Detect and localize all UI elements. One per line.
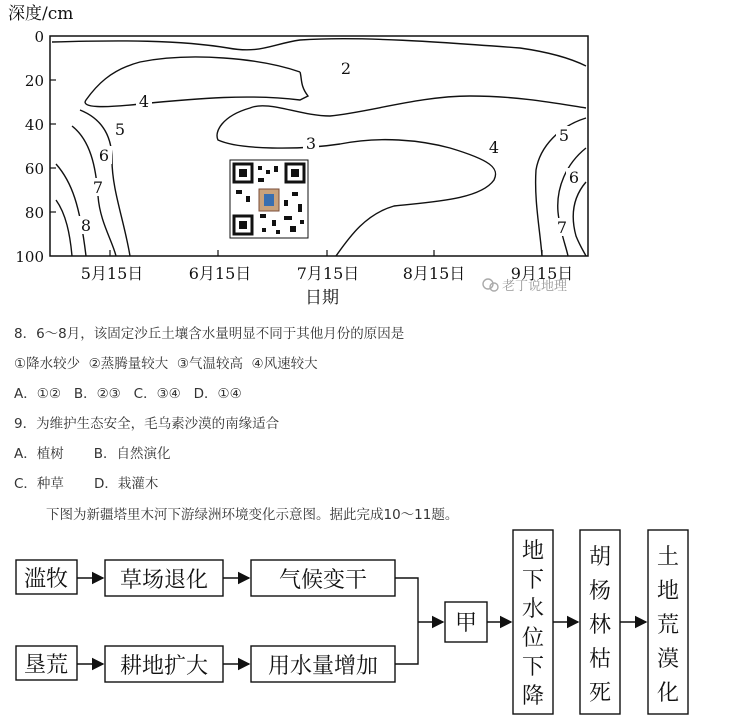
label-groundwater-char: 水: [521, 597, 545, 622]
label-overgrazing: 滥牧: [23, 567, 69, 592]
contour-label: 7: [92, 178, 104, 197]
contour-label: 5: [114, 120, 126, 139]
x-tick: 5月15日: [80, 264, 144, 283]
label-desert-char: 土: [656, 545, 680, 570]
contour-label: 4: [138, 92, 150, 111]
contour-chart: [0, 0, 730, 320]
y-tick: 40: [24, 116, 44, 134]
label-desert-char: 地: [656, 579, 680, 604]
y-tick: 100: [15, 248, 44, 266]
label-groundwater-char: 位: [521, 626, 545, 651]
label-groundwater-char: 下: [521, 655, 545, 680]
x-axis-title: 日期: [305, 288, 339, 308]
qr-code-image: [230, 160, 308, 238]
label-reclaim: 垦荒: [23, 653, 69, 678]
watermark: [483, 278, 567, 294]
label-populus-char: 林: [588, 613, 612, 638]
contour-label: 8: [80, 216, 92, 235]
label-groundwater-char: 降: [521, 684, 545, 709]
question-8-items: ①降水较少 ②蒸腾量较大 ③气温较高 ④风速较大: [14, 356, 318, 372]
contour-label: 6: [568, 168, 580, 187]
label-desert-char: 漠: [656, 647, 680, 672]
y-tick: 0: [34, 28, 44, 46]
y-tick: 80: [24, 204, 44, 222]
flowchart-intro: 下图为新疆塔里木河下游绿洲环境变化示意图。据此完成10～11题。: [46, 507, 459, 523]
label-populus-char: 死: [588, 681, 612, 706]
contour-label: 4: [488, 138, 500, 157]
contour-label: 5: [558, 126, 570, 145]
label-groundwater-char: 下: [521, 568, 545, 593]
label-jia: 甲: [454, 611, 478, 636]
label-groundwater-char: 地: [521, 539, 545, 564]
label-desert-char: 化: [656, 681, 680, 706]
x-tick: 7月15日: [296, 264, 360, 283]
contour-label: 6: [98, 146, 110, 165]
question-8-options: A．①② B．②③ C．③④ D．①④: [14, 386, 242, 402]
question-9-options-ab: A．植树 B．自然演化: [14, 446, 171, 462]
label-farmland-expand: 耕地扩大: [119, 654, 209, 679]
x-tick: 9月15日: [510, 264, 574, 283]
flowchart: [0, 524, 730, 724]
label-climate-dry: 气候变干: [278, 568, 368, 593]
label-desert-char: 荒: [656, 613, 680, 638]
question-9: 9．为维护生态安全，毛乌素沙漠的南缘适合: [14, 416, 280, 432]
y-axis-title: 深度/cm: [8, 4, 74, 24]
label-grass-degrade: 草场退化: [119, 568, 209, 593]
y-tick: 60: [24, 160, 44, 178]
watermark-text: 老丁说地理: [502, 279, 568, 294]
x-tick: 6月15日: [188, 264, 252, 283]
label-populus-char: 枯: [588, 647, 612, 672]
contour-label: 7: [556, 218, 568, 237]
contour-label: 2: [340, 59, 352, 78]
label-populus-char: 杨: [588, 579, 612, 604]
x-tick: 8月15日: [402, 264, 466, 283]
contour-label: 3: [305, 134, 317, 153]
label-populus-char: 胡: [588, 545, 612, 570]
y-tick: 20: [24, 72, 44, 90]
label-water-increase: 用水量增加: [267, 654, 379, 679]
question-8: 8．6～8月，该固定沙丘土壤含水量明显不同于其他月份的原因是: [14, 326, 405, 342]
question-9-options-cd: C．种草 D．栽灌木: [14, 476, 159, 492]
